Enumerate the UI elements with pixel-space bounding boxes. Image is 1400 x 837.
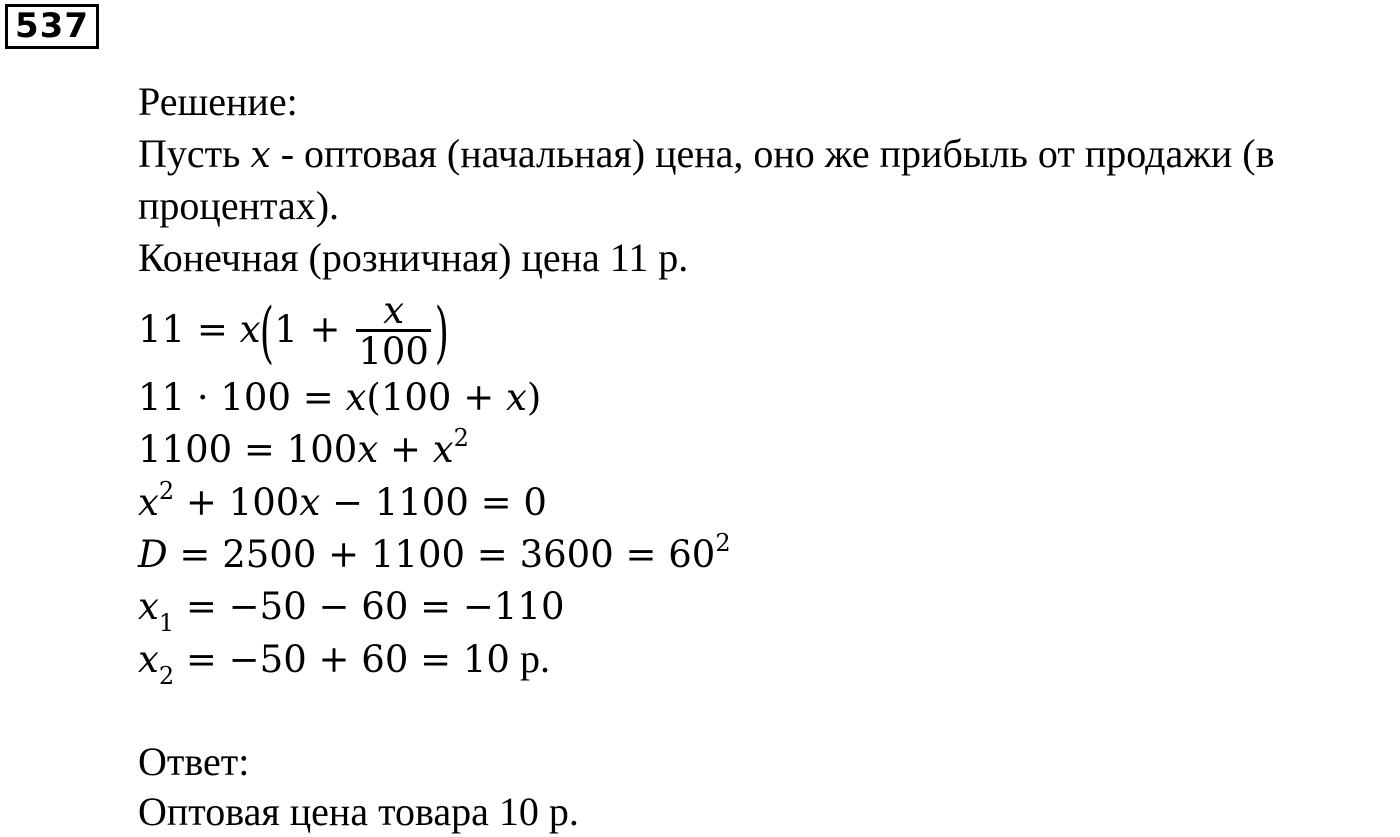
retail-price-text: Конечная (розничная) цена 11 р.: [138, 235, 689, 280]
eq6-rhs: = −50 − 60 = −110: [174, 585, 565, 628]
eq1-lhs: 11 =: [138, 308, 240, 351]
eq2-variable-2: x: [505, 376, 527, 419]
eq1-fraction-denominator: 100: [358, 330, 429, 373]
intro-line-1: [138, 129, 1274, 181]
eq2-variable: x: [345, 376, 367, 419]
eq2-lhs: 11 · 100 =: [138, 376, 346, 419]
eq3-exponent: 2: [453, 424, 469, 452]
intro-part2: - оптовая (начальная) цена, оно же прибыль от продажи (в: [270, 131, 1275, 176]
equation-6: [138, 582, 565, 637]
equation-2: [138, 373, 541, 423]
eq7-variable: x: [138, 638, 159, 681]
eq2-rhs: (100 +: [366, 376, 506, 419]
eq6-subscript: 1: [158, 609, 175, 637]
eq7-rhs: = −50 + 60 = 10: [174, 638, 510, 681]
intro-part1: Пусть: [138, 131, 251, 176]
eq4-rhs: − 1100 = 0: [320, 481, 547, 524]
eq3-mid: +: [378, 428, 433, 471]
problem-number: 537: [5, 4, 99, 49]
eq5-rhs: = 2500 + 1100 = 3600 = 60: [167, 533, 716, 576]
eq1-fraction: [356, 289, 431, 373]
eq3-variable: x: [357, 428, 379, 471]
eq4-exponent: 2: [158, 477, 175, 505]
eq7-subscript: 2: [158, 662, 175, 690]
eq1-fraction-numerator: x: [383, 289, 405, 332]
answer-label: Ответ:: [138, 739, 250, 784]
answer-text: Оптовая цена товара 10 р.: [138, 789, 579, 834]
intro-variable: x: [250, 135, 271, 176]
eq5-exponent: 2: [715, 529, 731, 557]
eq3-variable-2: x: [432, 428, 454, 471]
eq1-inner: 1 +: [274, 308, 353, 351]
eq4-variable-2: x: [299, 481, 321, 524]
eq6-variable: x: [138, 585, 159, 628]
equation-4: [138, 478, 547, 528]
equation-5: [138, 530, 731, 580]
equation-7: [138, 634, 550, 690]
intro-line-2: процентах).: [138, 183, 340, 228]
eq1-close-paren: ): [434, 293, 449, 371]
eq1-variable: x: [239, 308, 261, 351]
eq1-open-paren: (: [260, 293, 275, 371]
eq4-variable: x: [138, 481, 159, 524]
eq7-unit: р.: [509, 636, 550, 681]
equation-3: [138, 425, 469, 475]
eq5-discriminant-symbol: D: [138, 533, 168, 576]
eq4-mid: + 100: [174, 481, 300, 524]
eq2-close: ): [526, 376, 542, 419]
solution-label: Решение:: [138, 79, 298, 124]
equation-1: [138, 290, 449, 372]
eq3-lhs: 1100 = 100: [138, 428, 358, 471]
